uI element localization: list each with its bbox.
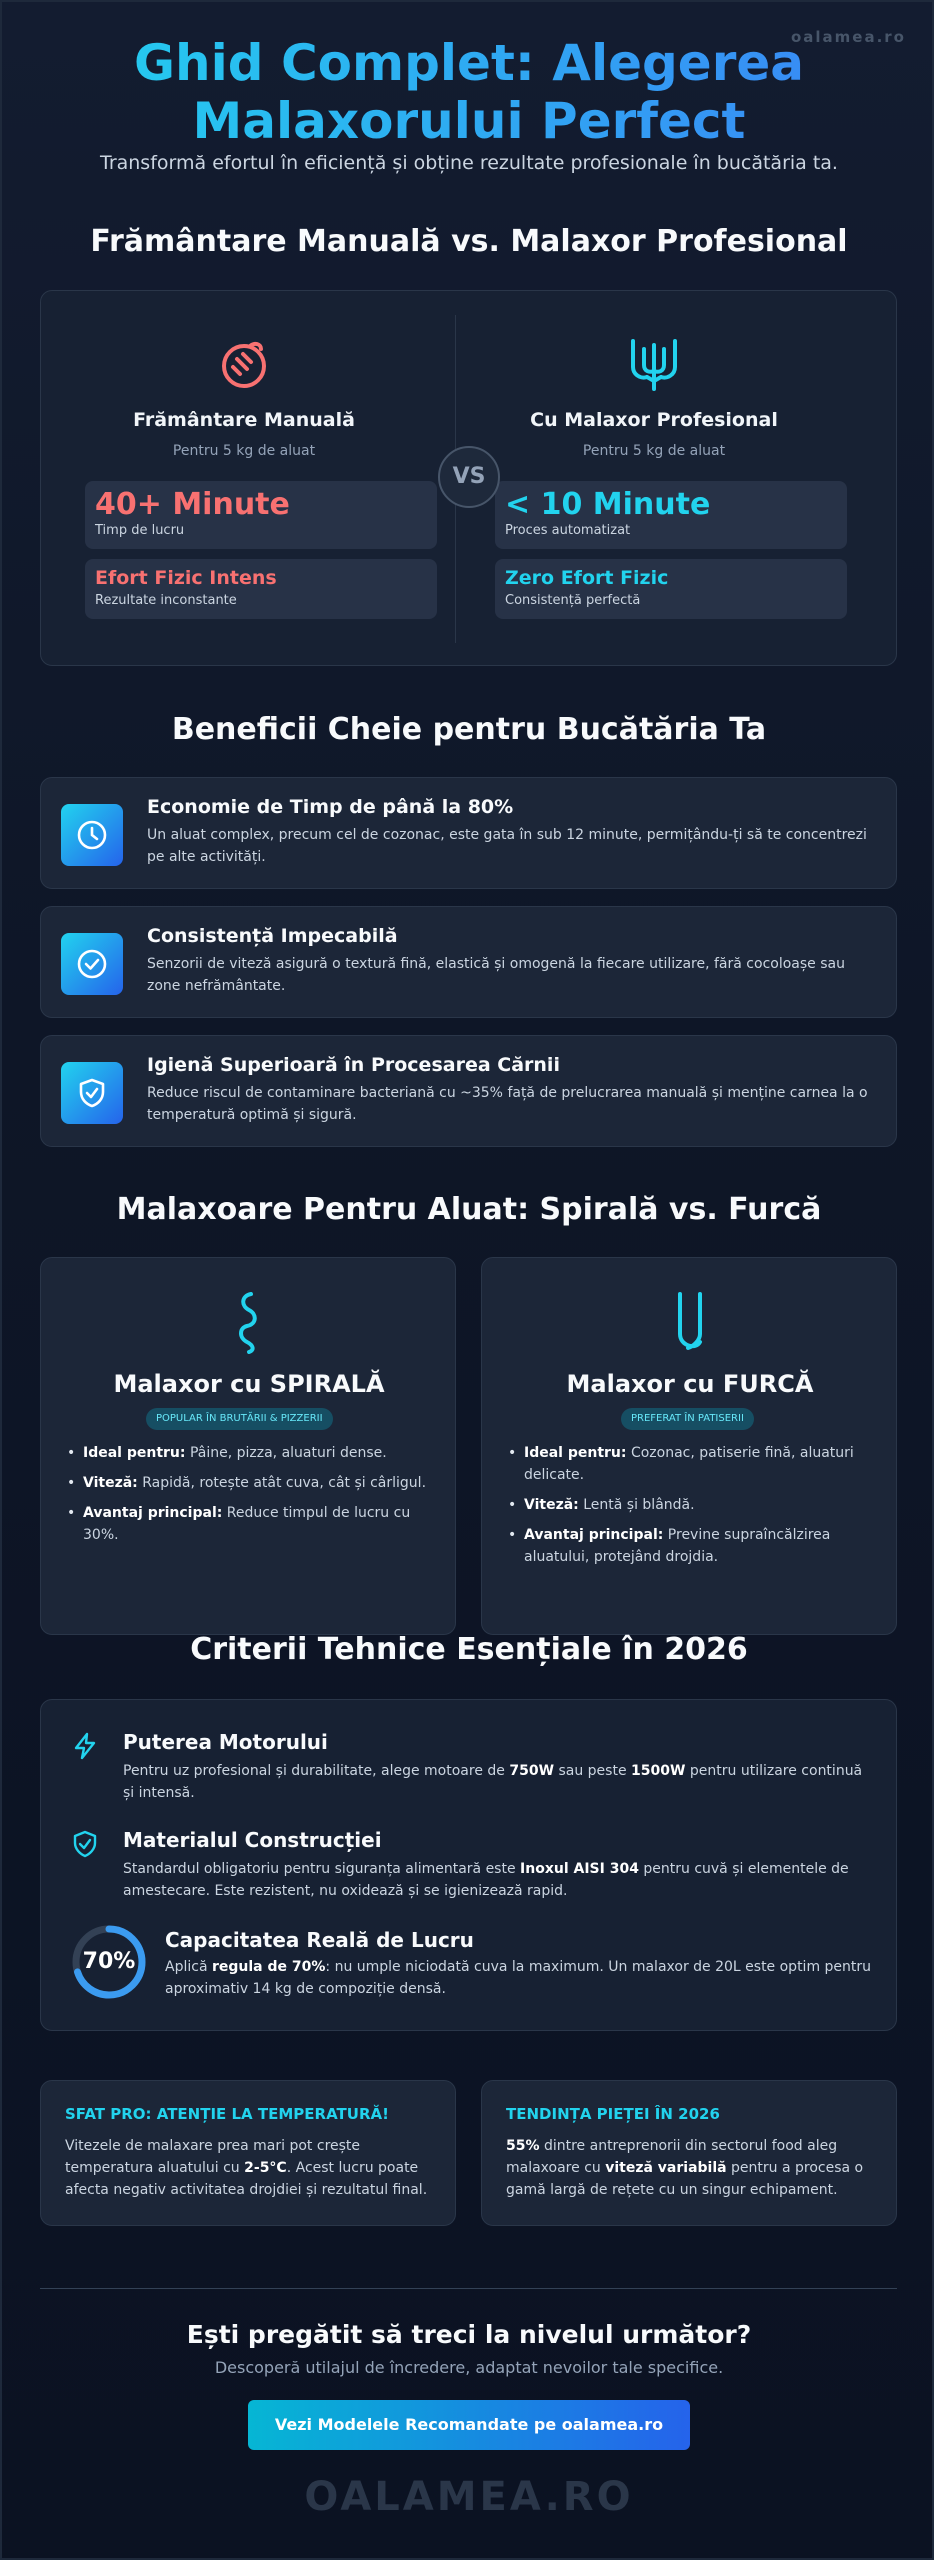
vs-badge: VS [438, 446, 500, 508]
capacity-title: Capacitatea Reală de Lucru [165, 1928, 474, 1952]
cta-subtitle: Descoperă utilajul de încredere, adaptat nevoilor tale specifice. [214, 2358, 724, 2377]
shield-check-icon [61, 1062, 123, 1124]
benefit-card-hygiene [40, 1035, 897, 1147]
criteria-section-title: Criterii Tehnice Esențiale în 2026 [190, 1632, 748, 1667]
view-recommended-models-button[interactable]: Vezi Modelele Recomandate pe oalamea.ro [248, 2400, 690, 2450]
manual-effort-label: Rezultate inconstante [95, 593, 237, 608]
manual-time-value: 40+ Minute [95, 487, 290, 522]
benefit-text: Reduce riscul de contaminare bacteriană cu ~35% față de prelucrarea manuală și menține carnea la o temperatură optimă și sigură. [147, 1085, 868, 1123]
manual-subheading: Pentru 5 kg de aluat [172, 443, 316, 459]
manual-effort-value: Efort Fizic Intens [95, 567, 277, 589]
mixer-time-stat [495, 481, 847, 549]
manual-effort-stat [85, 559, 437, 619]
motor-title: Puterea Motorului [123, 1730, 328, 1754]
pro-tip-card [40, 2080, 456, 2226]
list-item: • Ideal pentru: Pâine, pizza, aluaturi dense. [65, 1442, 435, 1464]
list-item: • Avantaj principal: Previne supraîncălzirea aluatului, protejând drojdia. [506, 1524, 876, 1568]
spiral-mixer-badge: POPULAR ÎN BRUTĂRII & PIZZERII [146, 1408, 333, 1430]
manual-time-label: Timp de lucru [95, 523, 185, 538]
benefits-section-title: Beneficii Cheie pentru Bucătăria Ta [171, 712, 767, 747]
motor-text: Pentru uz profesional și durabilitate, alege motoare de 750W sau peste 1500W pentru utilizare continuă și intensă. [123, 1763, 863, 1801]
market-trend-text: 55% dintre antreprenorii din sectorul food aleg malaxoare cu viteză variabilă pentru a procesa o gamă largă de rețete cu un singur echipament. [506, 2138, 864, 2198]
benefit-title: Economie de Timp de până la 80% [147, 796, 514, 818]
mixers-section-title: Malaxoare Pentru Aluat: Spirală vs. Furcă [116, 1192, 822, 1227]
mixer-effort-stat [495, 559, 847, 619]
divider [40, 2288, 897, 2289]
lightning-icon [71, 1732, 99, 1760]
spiral-mixer-features [65, 1442, 435, 1554]
mixer-effort-label: Consistență perfectă [505, 593, 641, 608]
mixer-time-value: < 10 Minute [505, 487, 711, 522]
benefit-card-consistency [40, 906, 897, 1018]
mixer-column [479, 291, 869, 667]
benefit-title: Igienă Superioară în Procesarea Cărnii [147, 1054, 560, 1076]
page-title-line-2: Malaxorului Perfect [192, 92, 746, 150]
manual-heading: Frământare Manuală [133, 409, 355, 431]
market-trend-card [481, 2080, 897, 2226]
fork-mixer-card [481, 1257, 897, 1635]
benefit-text: Un aluat complex, precum cel de cozonac, este gata în sub 12 minute, permițându-ți să te concentrezi pe alte activități. [147, 827, 867, 865]
kneading-hand-icon [69, 337, 419, 391]
page-title-line-1: Ghid Complet: Alegerea [133, 34, 805, 92]
capacity-text: Aplică regula de 70%: nu umple niciodată cuva la maximum. Un malaxor de 20L este optim pentru aproximativ 14 kg de compoziție densă. [165, 1959, 872, 1997]
clock-icon [61, 804, 123, 866]
criteria-card [40, 1699, 897, 2031]
mixer-subheading: Pentru 5 kg de aluat [582, 443, 726, 459]
fork-mixer-title: Malaxor cu FURCĂ [566, 1370, 814, 1398]
material-title: Materialul Construcției [123, 1828, 382, 1852]
pro-tip-title: SFAT PRO: ATENȚIE LA TEMPERATURĂ! [65, 2105, 389, 2123]
cta-title: Ești pregătit să treci la nivelul următor? [186, 2320, 752, 2349]
manual-column [69, 291, 459, 667]
list-item: • Avantaj principal: Reduce timpul de lucru cu 30%. [65, 1502, 435, 1546]
market-trend-title: TENDINȚA PIEȚEI ÎN 2026 [506, 2105, 720, 2123]
spiral-hook-icon [41, 1292, 457, 1358]
check-circle-icon [61, 933, 123, 995]
footer-brand-logo: OALAMEA.RO [304, 2474, 634, 2520]
fork-hook-icon [482, 1292, 898, 1358]
list-item: • Ideal pentru: Cozonac, patiserie fină, aluaturi delicate. [506, 1442, 876, 1486]
mixer-time-label: Proces automatizat [505, 523, 631, 538]
spiral-mixer-card [40, 1257, 456, 1635]
material-text: Standardul obligatoriu pentru siguranța alimentară este Inoxul AISI 304 pentru cuvă și elementele de amestecare. Este rezistent, nu oxidează și se igienizează rapid. [123, 1861, 849, 1899]
page-subtitle: Transformă efortul în eficiență și obține rezultate profesionale în bucătăria ta. [100, 152, 838, 174]
benefit-title: Consistență Impecabilă [147, 925, 398, 947]
mixer-heading: Cu Malaxor Profesional [530, 409, 778, 431]
mixer-hook-icon [479, 337, 829, 391]
list-item: • Viteză: Rapidă, rotește atât cuva, cât și cârligul. [65, 1472, 435, 1494]
fork-mixer-badge: PREFERAT ÎN PATISERII [621, 1408, 754, 1430]
shield-check-icon [71, 1830, 99, 1858]
spiral-mixer-title: Malaxor cu SPIRALĂ [113, 1370, 385, 1398]
list-item: • Viteză: Lentă și blândă. [506, 1494, 876, 1516]
benefit-text: Senzorii de viteză asigură o textură fină, elastică și omogenă la fiecare utilizare, fără cocoloașe sau zone nefrământate. [147, 956, 845, 994]
manual-time-stat [85, 481, 437, 549]
capacity-ring-label: 70% [82, 1949, 136, 1974]
mixer-effort-value: Zero Efort Fizic [505, 567, 669, 589]
benefit-card-time [40, 777, 897, 889]
comparison-section-title: Frământare Manuală vs. Malaxor Profesional [90, 224, 848, 259]
pro-tip-text: Vitezele de malaxare prea mari pot crește temperatura aluatului cu 2-5°C. Acest lucru poate afecta negativ activitatea drojdiei și rezultatul final. [65, 2138, 428, 2198]
page-title [2, 34, 934, 150]
fork-mixer-features [506, 1442, 876, 1576]
